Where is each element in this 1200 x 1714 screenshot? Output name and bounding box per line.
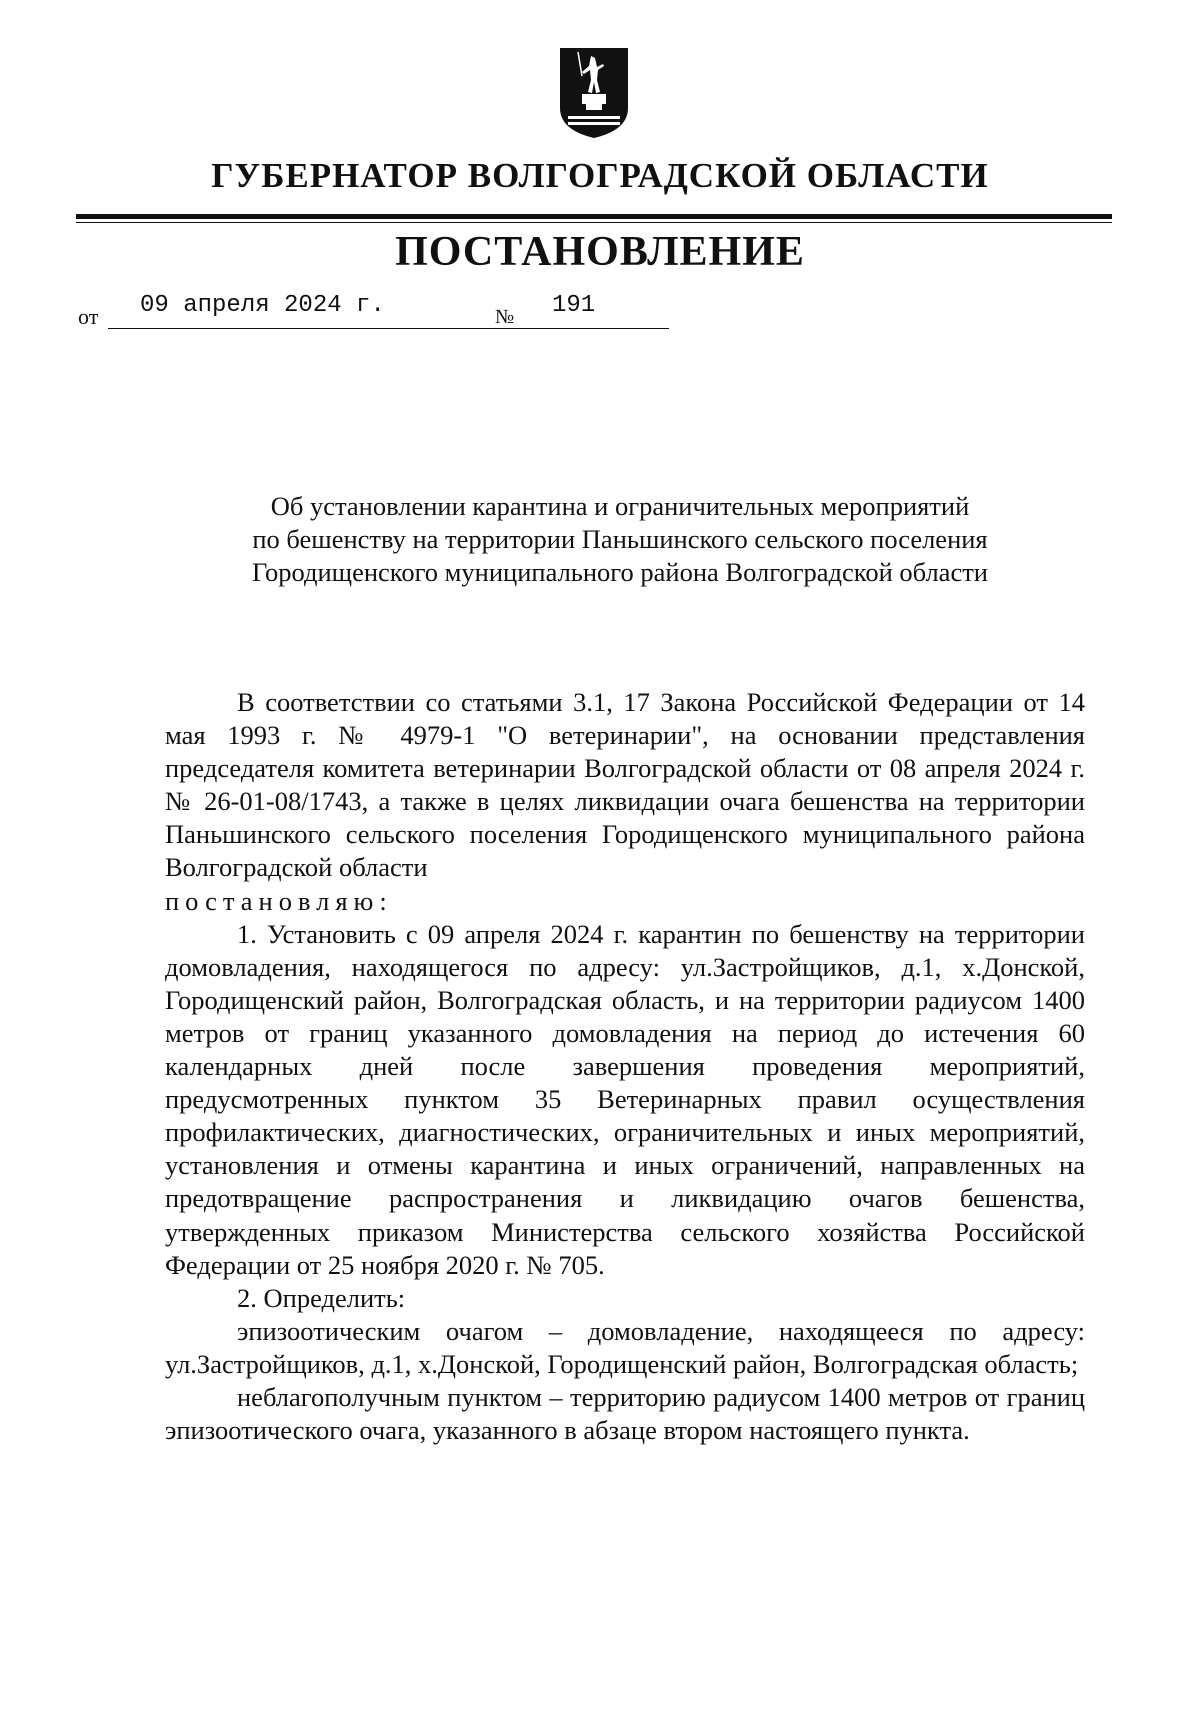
number-underline: [525, 328, 669, 329]
document-number: 191: [552, 292, 596, 319]
document-body: [165, 686, 1085, 1447]
document-type-heading: ПОСТАНОВЛЕНИЕ: [395, 229, 805, 275]
document-date: 09 апреля 2024 г.: [140, 292, 385, 319]
item-2-definition-b: неблагополучным пунктом – территорию радиусом 1400 метров от границ эпизоотического очага, указанного в абзаце втором настоящего пункта.: [165, 1381, 1085, 1446]
coat-of-arms-icon: [558, 46, 630, 142]
item-2-heading: 2. Определить:: [237, 1282, 406, 1313]
item-2-definition-a: эпизоотическим очагом – домовладение, находящееся по адресу: ул.Застройщиков, д.1, х.Донской, Городищенский район, Волгоградская область;: [165, 1315, 1085, 1379]
issuing-authority: ГУБЕРНАТОР ВОЛГОГРАДСКОЙ ОБЛАСТИ: [211, 156, 989, 195]
date-number-row: [78, 292, 698, 332]
header-divider-thick: [76, 214, 1112, 219]
preamble-paragraph: В соответствии со статьями 3.1, 17 Закона Российской Федерации от 14 мая 1993 г. № 4979-1 "О ветеринарии", на основании представления председателя комитета ветеринарии Волгоградской области от 08 апреля 2024 г. № 26-01-08/1743, а также в целях ликвидации очага бешенства на территории Паньшинского сельского поселения Городищенского муниципального района Волгоградской области: [165, 687, 1085, 883]
item-1-paragraph: 1. Установить с 09 апреля 2024 г. карантин по бешенству на территории домовладения, находящегося по адресу: ул.Застройщиков, д.1, х.Донской, Городищенский район, Волгоградская область, и на территории радиусом 1400 метров от границ указанного домовладения на период до истечения 60 календарных дней после завершения проведения мероприятий, предусмотренных пунктом 35 Ветеринарных правил осуществления профилактических, диагностических, ограничительных и иных мероприятий, установления и отмены карантина и иных ограничений, направленных на предотвращение распространения и ликвидацию очагов бешенства, утвержденных приказом Министерства сельского хозяйства Российской Федерации от 25 ноября 2020 г. № 705.: [165, 918, 1085, 1280]
number-prefix-label: №: [495, 306, 515, 328]
document-title: [160, 490, 1080, 589]
title-line: Городищенского муниципального района Волгоградской области: [252, 557, 988, 587]
emblem-shield-icon: [558, 46, 630, 142]
decree-word: постановляю:: [165, 885, 393, 916]
title-line: Об установлении карантина и ограничительных мероприятий: [270, 491, 970, 521]
title-line: по бешенству на территории Паньшинского сельского поселения: [252, 524, 988, 554]
date-underline: [108, 328, 558, 329]
date-prefix-label: от: [78, 304, 99, 329]
header-divider-thin: [76, 222, 1112, 223]
